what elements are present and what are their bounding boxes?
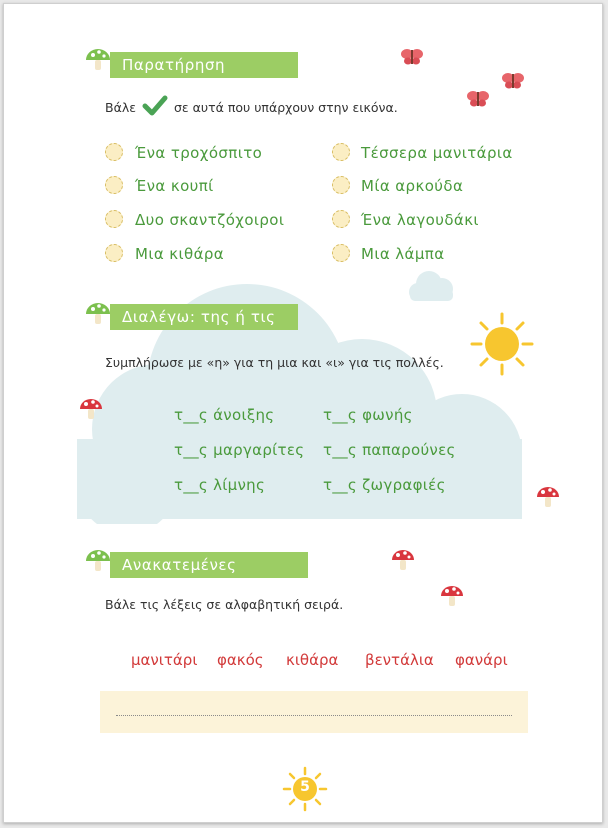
section-title-scrambled: Ανακατεμένες λέξεις! [110, 552, 308, 578]
instruction-text: Συμπλήρωσε με «η» για τη μια και «ι» για τις πολλές. [105, 355, 444, 370]
answer-dotted-line [116, 715, 512, 716]
section-title-choose: Διαλέγω: της ή τις [110, 304, 298, 330]
sun-icon [470, 312, 534, 376]
checkbox-circle[interactable] [105, 143, 123, 161]
checkbox-circle[interactable] [332, 143, 350, 161]
option-item: Μια κιθάρα [135, 245, 225, 263]
option-item: Μία αρκούδα [361, 177, 464, 195]
checkmark-icon [142, 95, 168, 117]
word-item: κιθάρα [286, 651, 339, 669]
option-item: Ένα τροχόσπιτο [135, 144, 263, 162]
red-mushroom-icon [78, 396, 104, 422]
fill-blank-item[interactable]: τ__ς ζωγραφιές [323, 476, 446, 494]
checkbox-circle[interactable] [105, 176, 123, 194]
small-cloud-decoration [407, 267, 457, 303]
instruction-text: Βάλε τις λέξεις σε αλφαβητική σειρά. [105, 597, 344, 612]
green-mushroom-icon [85, 46, 111, 72]
option-item: Τέσσερα μανιτάρια [361, 144, 513, 162]
section-title-observation: Παρατήρηση εικόνας [110, 52, 298, 78]
fill-blank-item[interactable]: τ__ς λίμνης [174, 476, 266, 494]
option-item: Μια λάμπα [361, 245, 445, 263]
word-item: μανιτάρι [131, 651, 198, 669]
fill-blank-item[interactable]: τ__ς μαργαρίτες [174, 441, 305, 459]
word-item: φανάρι [455, 651, 508, 669]
word-item: βεντάλια [365, 651, 434, 669]
instruction-suffix: σε αυτά που υπάρχουν στην εικόνα. [173, 100, 398, 115]
red-mushroom-icon [390, 547, 416, 573]
butterfly-icon [501, 70, 525, 92]
green-mushroom-icon [85, 547, 111, 573]
instruction-text [105, 95, 398, 117]
checkbox-circle[interactable] [332, 210, 350, 228]
red-mushroom-icon [535, 484, 561, 510]
red-mushroom-icon [439, 583, 465, 609]
option-item: Δυο σκαντζόχοιροι [135, 211, 285, 229]
fill-blank-item[interactable]: τ__ς φωνής [323, 406, 413, 424]
checkbox-circle[interactable] [332, 176, 350, 194]
fill-blank-item[interactable]: τ__ς άνοιξης [174, 406, 275, 424]
word-item: φακός [217, 651, 264, 669]
checkbox-circle[interactable] [105, 210, 123, 228]
checkbox-circle[interactable] [332, 244, 350, 262]
answer-box[interactable] [100, 691, 528, 733]
checkbox-circle[interactable] [105, 244, 123, 262]
worksheet-page [3, 3, 603, 823]
green-mushroom-icon [85, 300, 111, 326]
butterfly-icon [400, 46, 424, 68]
butterfly-icon [466, 88, 490, 110]
instruction-prefix: Βάλε [105, 100, 136, 115]
option-item: Ένα λαγουδάκι [361, 211, 479, 229]
page-number: 5 [300, 779, 310, 795]
option-item: Ένα κουπί [135, 177, 214, 195]
fill-blank-item[interactable]: τ__ς παπαρούνες [323, 441, 456, 459]
